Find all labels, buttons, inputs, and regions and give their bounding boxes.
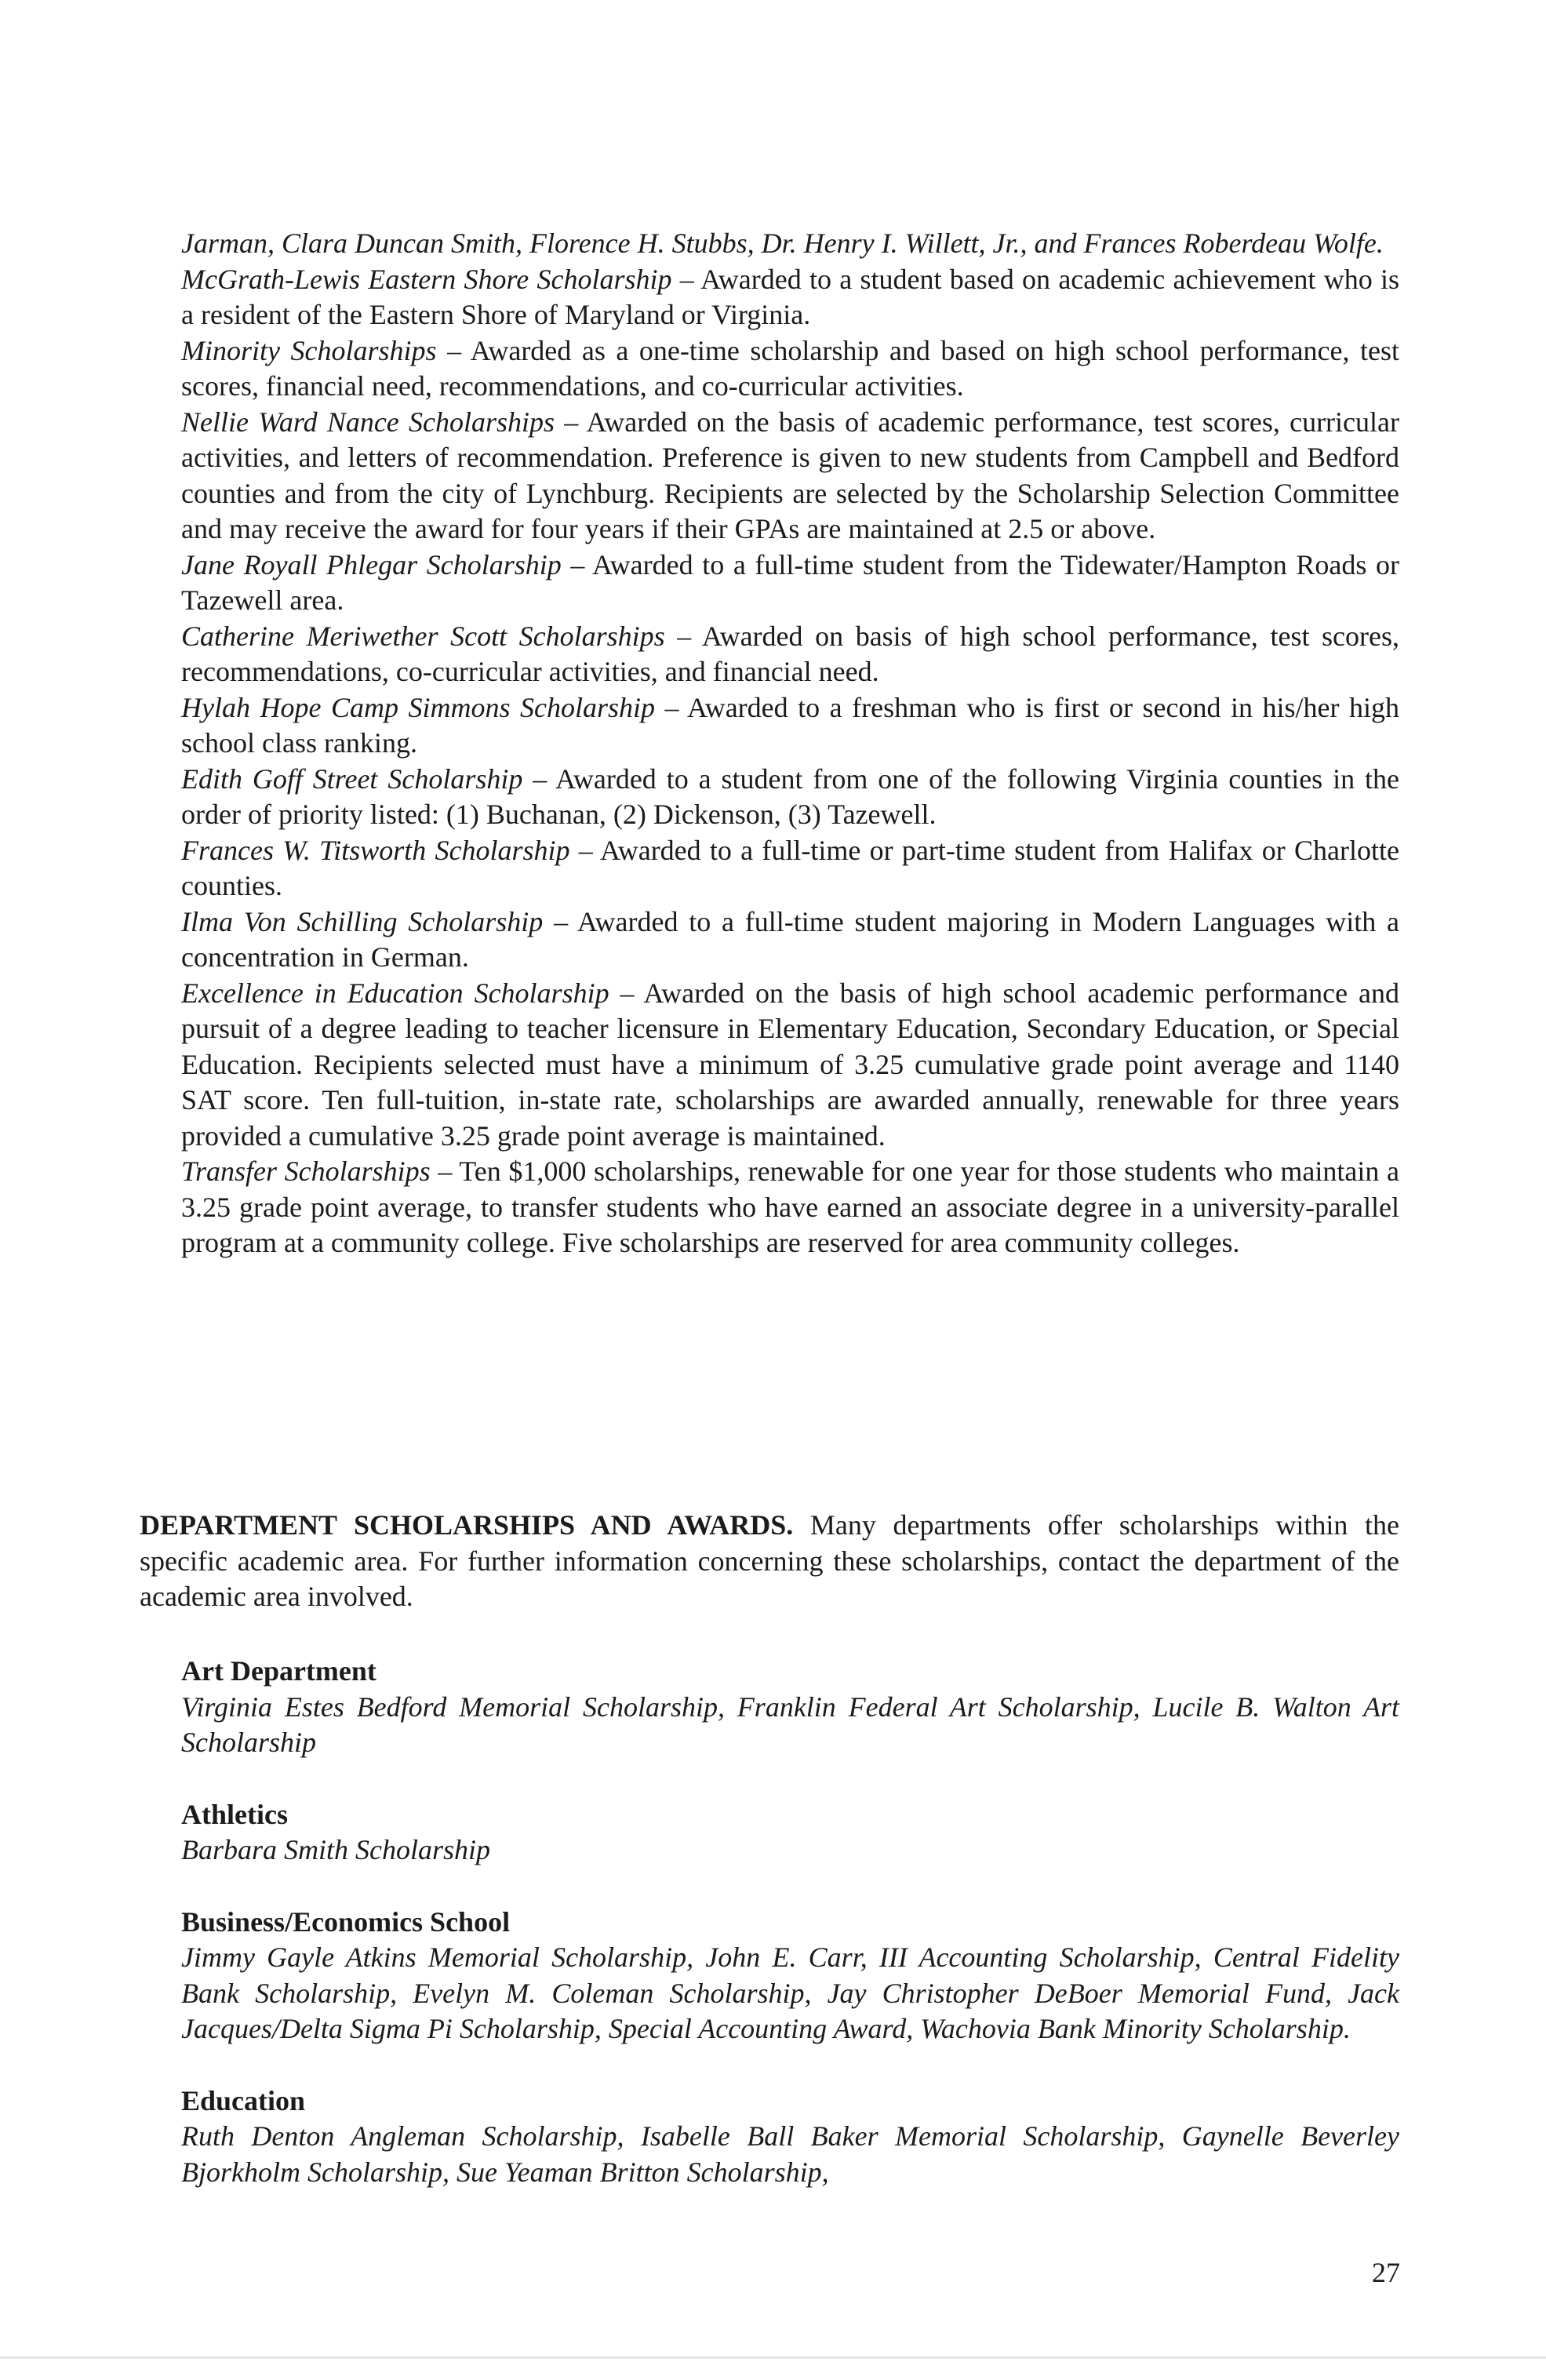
scholarship-title: Nellie Ward Nance Scholarships (181, 406, 555, 438)
scholarship-title: Jane Royall Phlegar Scholarship (181, 548, 562, 580)
scholarship-description: – Awarded to a full-time student from the Tidewater/Hampton Roads or Tazewell area. (181, 548, 1399, 616)
scholarship-entry (181, 833, 1399, 904)
scholarship-title: Minority Scholarships (181, 334, 437, 366)
scholarship-entry (181, 548, 1399, 619)
department-name: Education (181, 2084, 306, 2116)
section-heading: DEPARTMENT SCHOLARSHIPS AND AWARDS. (140, 1509, 794, 1541)
scholarship-description: – Awarded on the basis of academic performance, test scores, curricular activities, and letters of recommendation. Preference is given to new students from Campbell and Bedford counties and from the city of Lynchburg. Recipients are selected by the Scholarship Selection Committee and may receive the award for four years if their GPAs are maintained at 2.5 or above. (181, 406, 1399, 544)
continuation-text: Jarman, Clara Duncan Smith, Florence H. Stubbs, Dr. Henry I. Willett, Jr., and Frances Roberdeau Wolfe. (181, 227, 1384, 259)
department-group (181, 1654, 1399, 1761)
scholarship-title: Ilma Von Schilling Scholarship (181, 905, 544, 937)
department-scholarship-list: Jimmy Gayle Atkins Memorial Scholarship, John E. Carr, III Accounting Scholarship, Central Fidelity Bank Scholarship, Evelyn M. Coleman Scholarship, Jay Christopher DeBoer Memorial Fund, Jack Jacques/Delta Sigma Pi Scholarship, Special Accounting Award, Wachovia Bank Minority Scholarship. (181, 1941, 1399, 2044)
scholarship-entry (181, 405, 1399, 548)
scholarship-entry (181, 262, 1399, 333)
department-scholarship-list: Virginia Estes Bedford Memorial Scholarship, Franklin Federal Art Scholarship, Lucile B. Walton Art Scholarship (181, 1690, 1399, 1758)
department-scholarship-list: Barbara Smith Scholarship (181, 1834, 491, 1865)
scholarship-list (181, 226, 1399, 1261)
department-group (181, 1905, 1399, 2047)
scholarship-title: Excellence in Education Scholarship (181, 977, 609, 1009)
scholarship-title: Hylah Hope Camp Simmons Scholarship (181, 691, 655, 723)
scholarship-description: – Ten $1,000 scholarships, renewable for one year for those students who maintain a 3.25 grade point average, to transfer students who have earned an associate degree in a university-parallel program at a community college. Five scholarships are reserved for area community colleges. (181, 1155, 1399, 1258)
scholarship-title: Edith Goff Street Scholarship (181, 762, 523, 795)
scholarship-title: McGrath-Lewis Eastern Shore Scholarship (181, 263, 672, 295)
department-scholarship-list: Ruth Denton Angleman Scholarship, Isabelle Ball Baker Memorial Scholarship, Gaynelle Beverley Bjorkholm Scholarship, Sue Yeaman Britton Scholarship, (181, 2120, 1399, 2188)
scholarship-description: – Awarded on the basis of high school academic performance and pursuit of a degree leading to teacher licensure in Elementary Education, Secondary Education, or Special Education. Recipients selected must have a minimum of 3.25 cumulative grade point average and 1140 SAT score. Ten full-tuition, in-state rate, scholarships are awarded annually, renewable for three years provided a cumulative 3.25 grade point average is maintained. (181, 977, 1400, 1152)
page-bottom-edge (0, 2356, 1546, 2359)
department-groups (181, 1654, 1399, 2226)
scholarship-entry (181, 333, 1399, 405)
department-group (181, 1797, 1399, 1869)
scholarship-description: – Awarded to a full-time or part-time student from Halifax or Charlotte counties. (181, 834, 1399, 901)
page-number: 27 (1372, 2257, 1400, 2288)
section-intro: Many departments offer scholarships within the specific academic area. For further information concerning these scholarships, contact the department of the academic area involved. (140, 1509, 1399, 1612)
scholarship-entry (181, 619, 1399, 690)
scholarship-entry (181, 690, 1399, 762)
scholarship-entry (181, 1154, 1399, 1261)
scholarship-description: – Awarded to a freshman who is first or second in his/her high school class ranking. (181, 691, 1399, 759)
scholarship-description: – Awarded to a student from one of the following Virginia counties in the order of priority listed: (1) Buchanan, (2) Dickenson, (3) Tazewell. (181, 762, 1399, 830)
department-name: Athletics (181, 1798, 288, 1830)
department-paragraph (140, 1508, 1399, 1615)
department-name: Art Department (181, 1655, 376, 1687)
scholarship-entry (181, 904, 1399, 976)
scholarship-description: – Awarded as a one-time scholarship and based on high school performance, test scores, financial need, recommendations, and co-curricular activities. (181, 334, 1399, 402)
scholarship-title: Frances W. Titsworth Scholarship (181, 834, 570, 866)
department-scholarships-section (140, 1508, 1399, 1615)
scholarship-description: – Awarded to a full-time student majoring in Modern Languages with a concentration in German. (181, 905, 1399, 973)
scholarship-title: Catherine Meriwether Scott Scholarships (181, 620, 665, 652)
department-name: Business/Economics School (181, 1905, 511, 1938)
scholarship-entry (181, 762, 1399, 833)
scholarship-entry (181, 976, 1399, 1155)
scholarship-title: Transfer Scholarships (181, 1155, 431, 1187)
scholarship-description: – Awarded on basis of high school performance, test scores, recommendations, co-curricular activities, and financial need. (181, 620, 1400, 687)
scholarship-description: – Awarded to a student based on academic achievement who is a resident of the Eastern Shore of Maryland or Virginia. (181, 263, 1399, 330)
department-group (181, 2083, 1399, 2191)
